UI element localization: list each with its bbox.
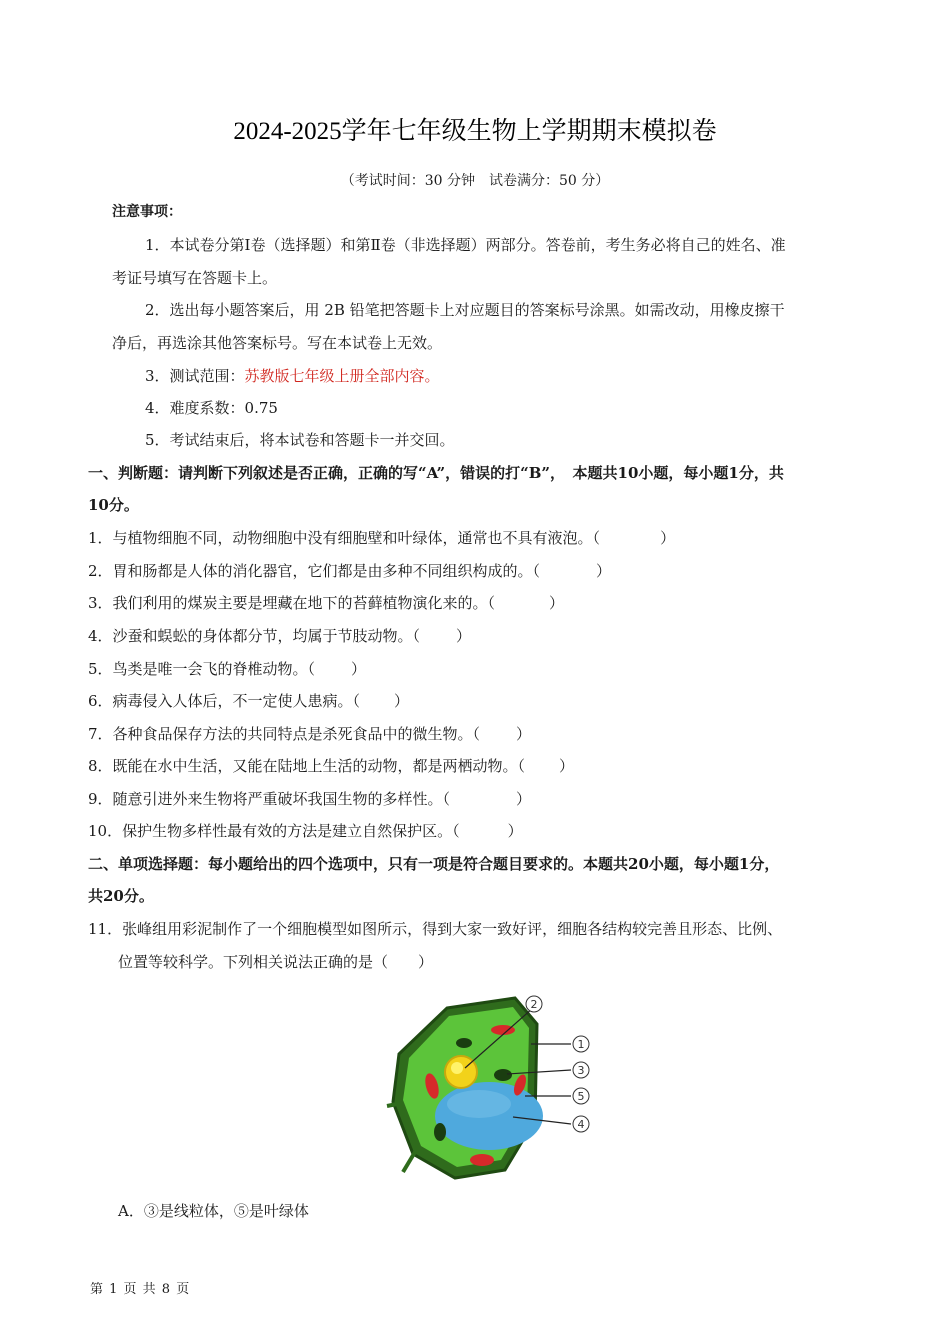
answer-blank-close: ） — [456, 627, 472, 645]
figure-label-4: 4 — [577, 1118, 585, 1131]
question-2 — [88, 560, 611, 582]
organelle-dark-1 — [494, 1069, 512, 1081]
page-title: 2024-2025学年七年级生物上学期期末模拟卷 — [233, 118, 717, 145]
question-10-text: 10．保护生物多样性最有效的方法是建立自然保护区。（ — [88, 822, 460, 840]
notice-item-5: 5．考试结束后，将本试卷和答题卡一并交回。 — [145, 431, 455, 449]
exam-info: （考试时间：30 分钟 试卷满分：50 分） — [340, 173, 610, 189]
plant-cell-model-figure — [385, 992, 595, 1192]
organelle-dark-3 — [434, 1123, 446, 1141]
figure-label-2: 2 — [530, 998, 538, 1011]
notice-item-2-line-2: 净后，再选涂其他答案标号。写在本试卷上无效。 — [112, 334, 443, 352]
notice-item-1-line-2: 考证号填写在答题卡上。 — [112, 269, 278, 287]
question-5 — [88, 658, 366, 680]
question-8 — [88, 755, 574, 777]
question-4 — [88, 625, 471, 647]
question-3 — [88, 592, 564, 614]
answer-blank-close: ） — [516, 790, 532, 808]
page-footer: 第 1 页 共 8 页 — [90, 1282, 191, 1297]
question-4-text: 4．沙蚕和蜈蚣的身体都分节，均属于节肢动物。（ — [88, 627, 421, 645]
question-7-text: 7．各种食品保存方法的共同特点是杀死食品中的微生物。（ — [88, 725, 481, 743]
organelle-dark-2 — [456, 1038, 472, 1048]
notice-item-2-line-1: 2．选出每小题答案后，用 2B 铅笔把答题卡上对应题目的答案标号涂黑。如需改动，用橡皮擦干 — [145, 301, 785, 319]
question-11-line-1: 11．张峰组用彩泥制作了一个细胞模型如图所示，得到大家一致好评，细胞各结构较完善且形态、比例、 — [88, 920, 783, 938]
answer-blank-close: ） — [351, 660, 367, 678]
figure-label-5: 5 — [577, 1090, 585, 1103]
question-9 — [88, 788, 531, 810]
question-3-text: 3．我们利用的煤炭主要是埋藏在地下的苔藓植物演化来的。（ — [88, 594, 496, 612]
answer-blank-close: ） — [516, 725, 532, 743]
figure-label-3: 3 — [577, 1064, 585, 1077]
question-1-text: 1．与植物细胞不同，动物细胞中没有细胞壁和叶绿体，通常也不具有液泡。（ — [88, 529, 601, 547]
option-a: A．③是线粒体，⑤是叶绿体 — [118, 1202, 309, 1220]
question-11-line-2: 位置等较科学。下列相关说法正确的是（ ） — [118, 953, 434, 971]
question-2-text: 2．胃和肠都是人体的消化器官，它们都是由多种不同组织构成的。（ — [88, 562, 541, 580]
question-6 — [88, 690, 409, 712]
question-8-text: 8．既能在水中生活，又能在陆地上生活的动物，都是两栖动物。（ — [88, 757, 526, 775]
test-scope: 苏教版七年级上册全部内容。 — [244, 367, 440, 385]
section-1-heading: 一、判断题：请判断下列叙述是否正确，正确的写“A”，错误的打“B”， 本题共10小题，每小题1分，共 — [88, 464, 784, 482]
answer-blank-close: ） — [596, 562, 612, 580]
notice-item-1-line-1: 1．本试卷分第Ⅰ卷（选择题）和第Ⅱ卷（非选择题）两部分。答卷前，考生务必将自己的姓名、准 — [145, 236, 786, 254]
question-5-text: 5．鸟类是唯一会飞的脊椎动物。（ — [88, 660, 316, 678]
answer-blank-close: ） — [549, 594, 565, 612]
question-7 — [88, 723, 531, 745]
answer-blank-close: ） — [394, 692, 410, 710]
question-1 — [88, 527, 675, 549]
notice-item-3-label: 3．测试范围： — [145, 367, 245, 385]
notice-heading: 注意事项： — [112, 204, 182, 220]
question-6-text: 6．病毒侵入人体后，不一定使人患病。（ — [88, 692, 361, 710]
notice-item-3 — [145, 365, 440, 387]
section-1-heading-cont: 10分。 — [88, 496, 139, 514]
section-2-heading-cont: 共20分。 — [88, 887, 154, 905]
question-10 — [88, 820, 523, 842]
notice-item-4: 4．难度系数：0.75 — [145, 399, 278, 417]
answer-blank-close: ） — [660, 529, 676, 547]
section-2-heading: 二、单项选择题：每小题给出的四个选项中，只有一项是符合题目要求的。本题共20小题，每小题1分， — [88, 855, 780, 873]
figure-label-1: 1 — [577, 1038, 585, 1051]
organelle-red-3 — [470, 1154, 494, 1166]
answer-blank-close: ） — [507, 822, 523, 840]
question-9-text: 9．随意引进外来生物将严重破坏我国生物的多样性。（ — [88, 790, 451, 808]
answer-blank-close: ） — [559, 757, 575, 775]
